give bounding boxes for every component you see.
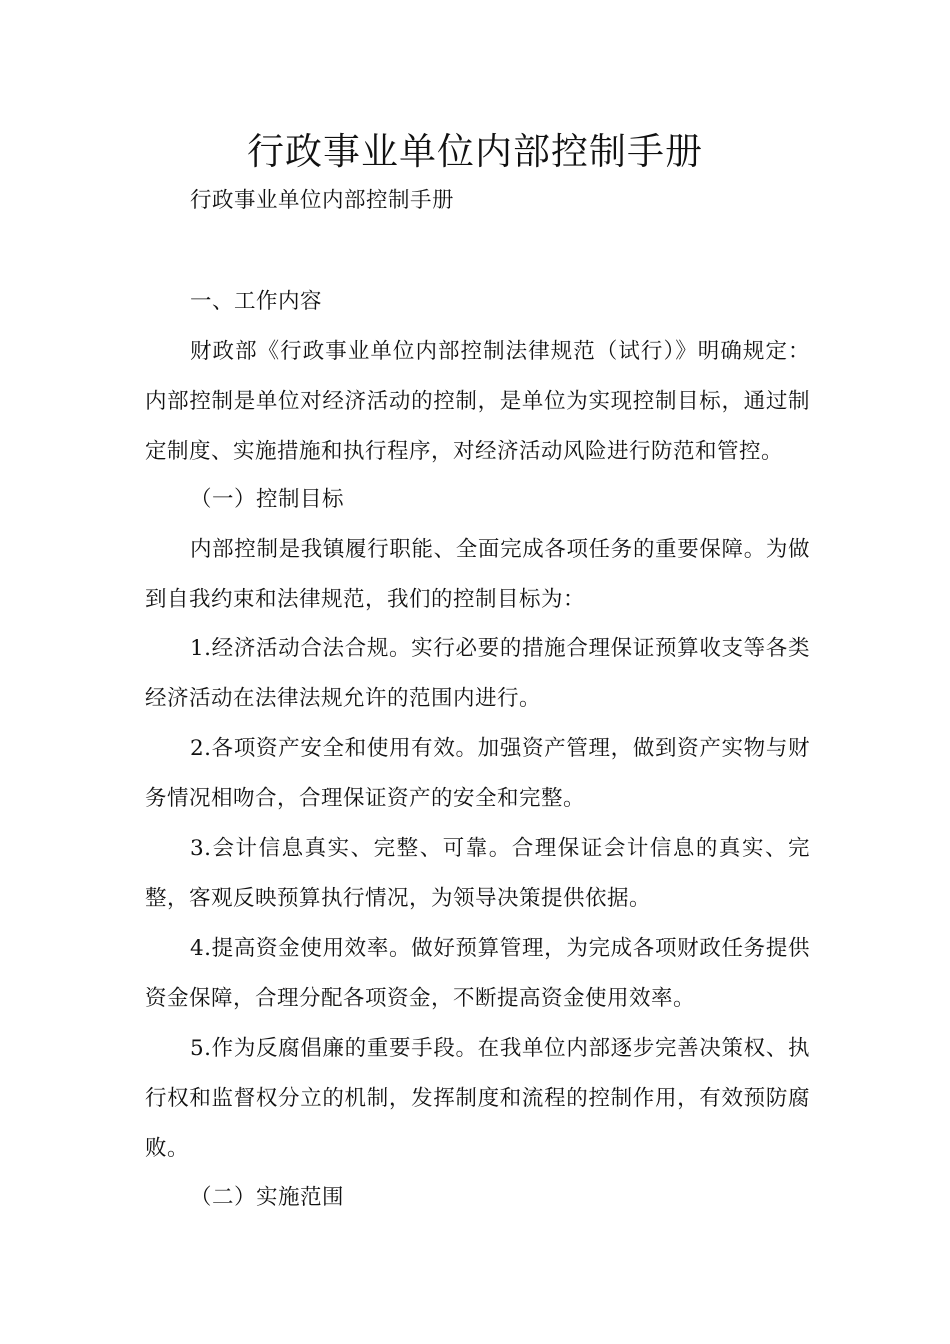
subsection-heading-scope: （二）实施范围: [190, 1185, 345, 1210]
paragraph-control-goals-intro: 内部控制是我镇履行职能、全面完成各项任务的重要保障。为做到自我约束和法律规范，我们的控制目标为：: [145, 537, 810, 612]
subsection-heading-control-goals: （一）控制目标: [190, 487, 345, 512]
section-heading-work-content: 一、工作内容: [190, 289, 323, 314]
document-subtitle: 行政事业单位内部控制手册: [190, 188, 455, 213]
goal-item-2: 2.各项资产安全和使用有效。加强资产管理，做到资产实物与财务情况相吻合，合理保证资产的安全和完整。: [145, 736, 810, 811]
paragraph-definition: 财政部《行政事业单位内部控制法律规范（试行）》明确规定：内部控制是单位对经济活动的控制，是单位为实现控制目标，通过制定制度、实施措施和执行程序，对经济活动风险进行防范和管控。: [145, 339, 810, 464]
goal-item-4: 4.提高资金使用效率。做好预算管理，为完成各项财政任务提供资金保障，合理分配各项资金，不断提高资金使用效率。: [145, 936, 810, 1011]
goal-item-3: 3.会计信息真实、完整、可靠。合理保证会计信息的真实、完整，客观反映预算执行情况，为领导决策提供依据。: [145, 836, 810, 911]
document-title: 行政事业单位内部控制手册: [247, 130, 703, 173]
goal-item-1: 1.经济活动合法合规。实行必要的措施合理保证预算收支等各类经济活动在法律法规允许的范围内进行。: [145, 636, 810, 711]
goal-item-5: 5.作为反腐倡廉的重要手段。在我单位内部逐步完善决策权、执行权和监督权分立的机制，发挥制度和流程的控制作用，有效预防腐败。: [145, 1036, 810, 1161]
